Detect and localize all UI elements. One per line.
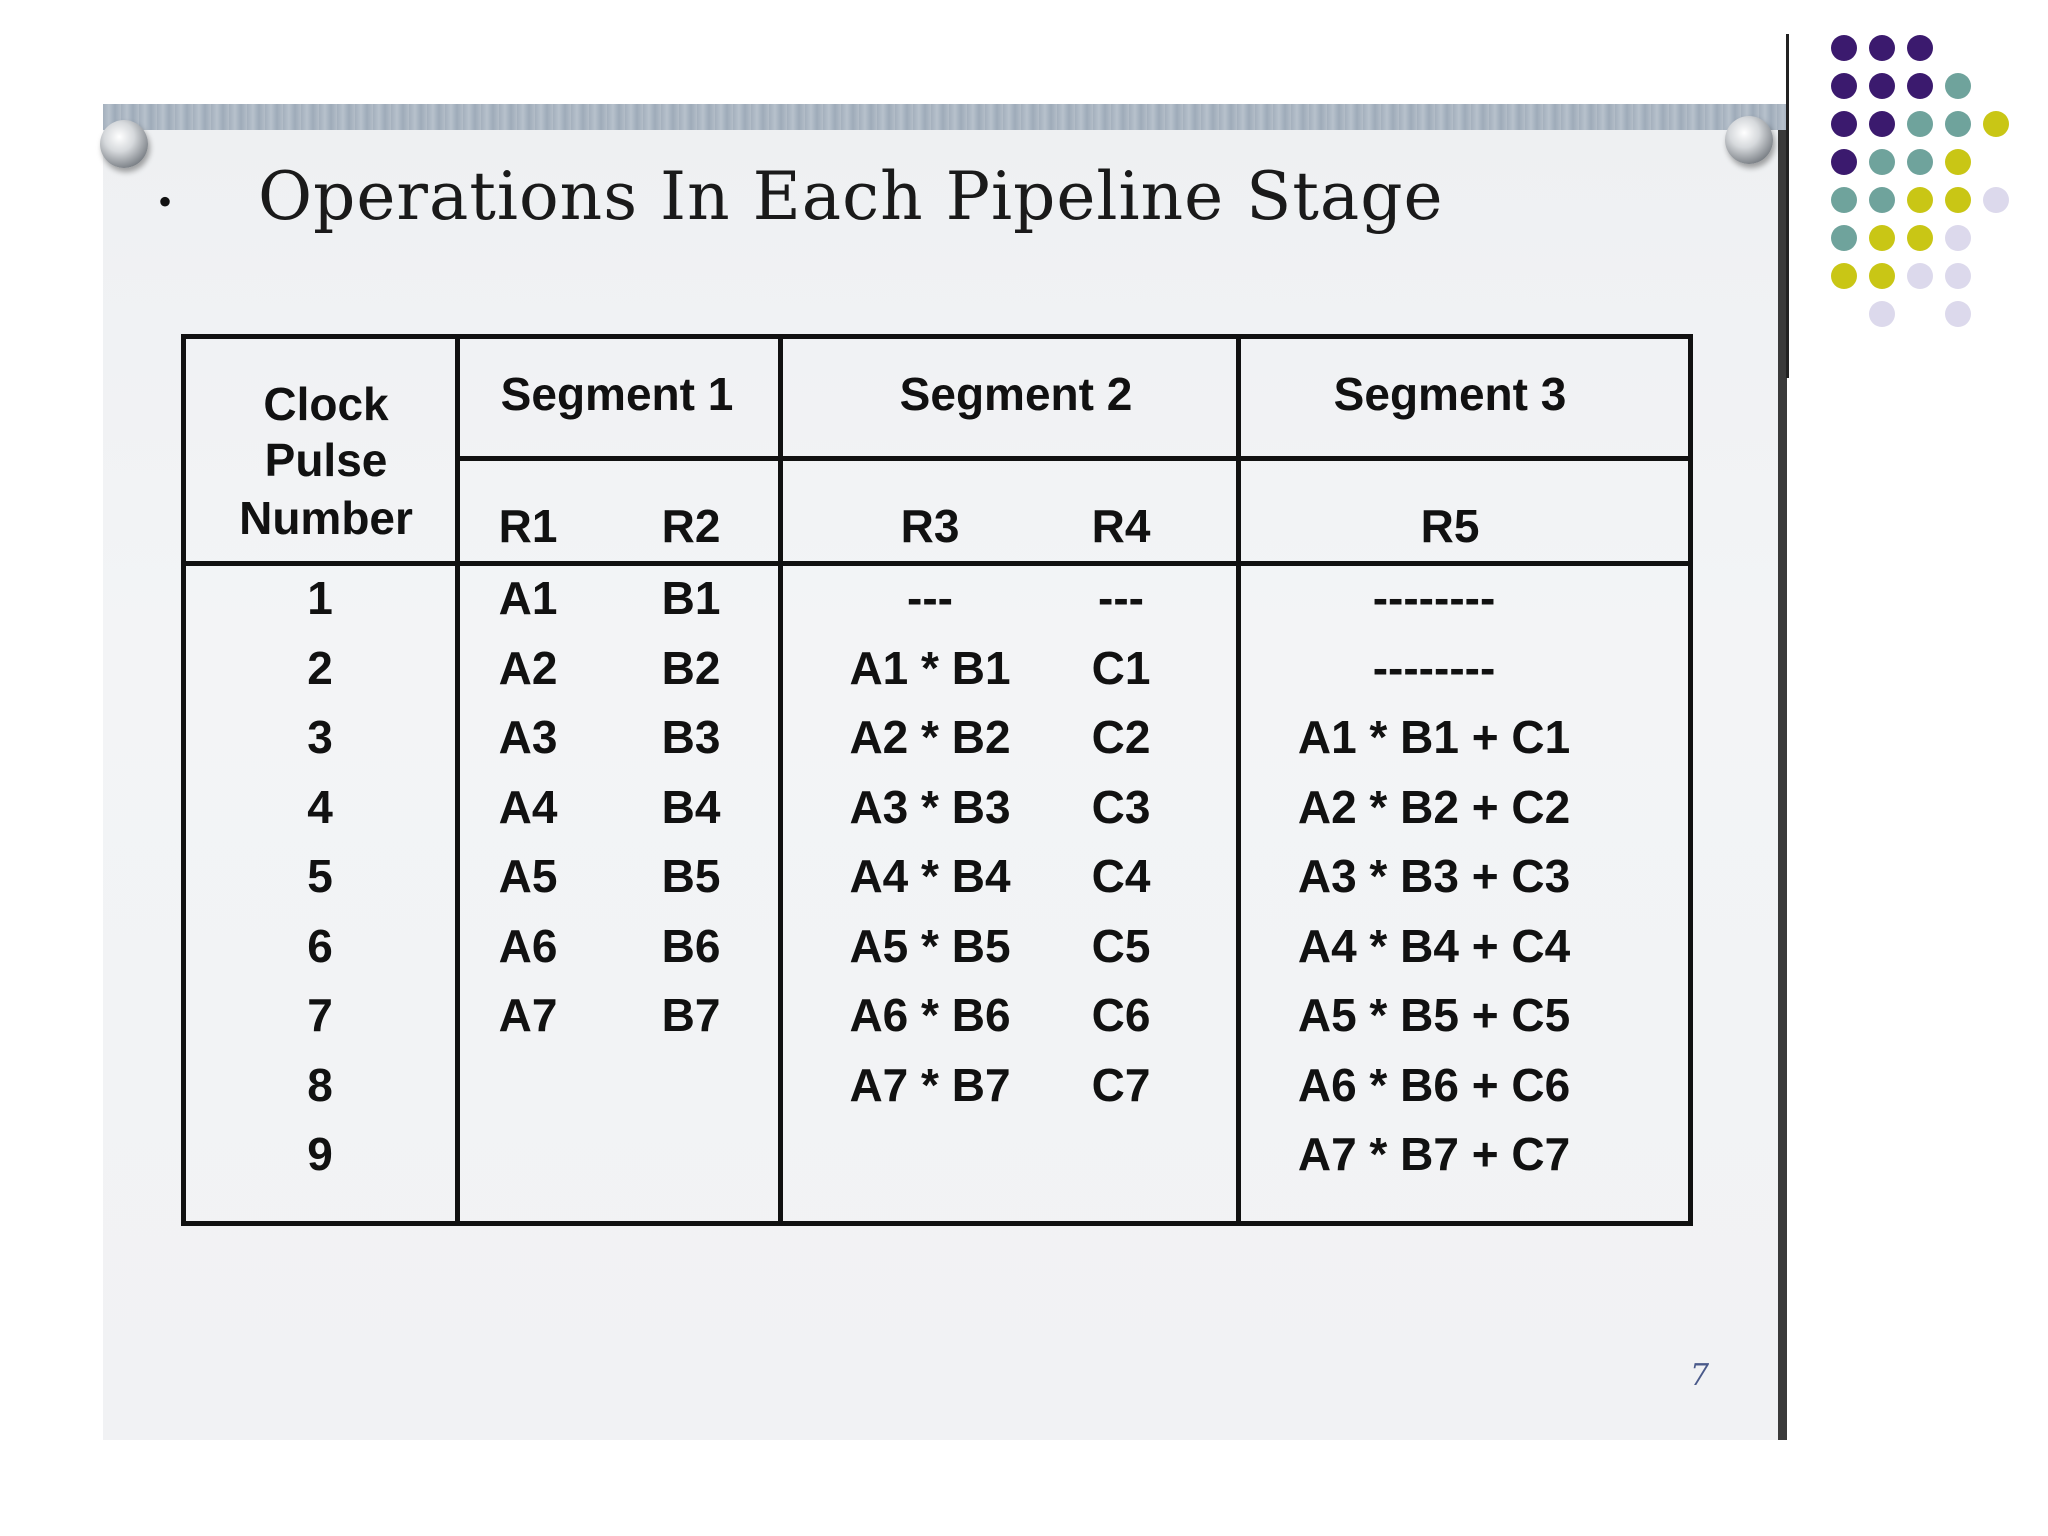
decorative-dot — [1945, 73, 1971, 99]
decorative-dot — [1907, 263, 1933, 289]
cell-r3: A2 * B2 — [849, 711, 1011, 763]
cell-r1: A7 — [498, 989, 558, 1041]
cell-r4: C5 — [1091, 919, 1151, 972]
cell-r2: B7 — [661, 989, 721, 1041]
header-clock-line3: Number — [239, 492, 413, 544]
cell-r5: A4 * B4 + C4 — [1297, 919, 1571, 972]
cell-clock: 2 — [307, 641, 333, 694]
cell-r5: A3 * B3 + C3 — [1297, 850, 1571, 902]
cell-r4: C3 — [1091, 780, 1151, 833]
cell-r3: --- — [907, 572, 953, 624]
header-segment-2: Segment 2 — [899, 368, 1133, 420]
cell-r1: A3 — [498, 711, 558, 763]
decorative-dot — [1945, 187, 1971, 213]
cell-r4: C1 — [1091, 641, 1151, 694]
cell-r5: A5 * B5 + C5 — [1297, 989, 1571, 1041]
cell-r2: B1 — [661, 572, 721, 624]
header-segment-3: Segment 3 — [1333, 368, 1567, 420]
decorative-dot — [1831, 35, 1857, 61]
decorative-dot — [1983, 111, 2009, 137]
cell-clock: 5 — [307, 850, 333, 902]
page-number: 7 — [1690, 1358, 1710, 1393]
decorative-dot — [1831, 149, 1857, 175]
decorative-dot — [1869, 111, 1895, 137]
cell-clock: 7 — [307, 989, 333, 1041]
cell-r1: A4 — [498, 780, 558, 833]
decorative-dot — [1831, 263, 1857, 289]
cell-r3: A5 * B5 — [849, 919, 1011, 972]
decorative-dot — [1907, 111, 1933, 137]
cell-r1: A1 — [498, 572, 558, 624]
decorative-dot — [1869, 263, 1895, 289]
cell-r1: A5 — [498, 850, 558, 902]
cell-r5: -------- — [1372, 572, 1496, 624]
cell-r1: A6 — [498, 919, 558, 972]
decorative-dot — [1869, 225, 1895, 251]
header-r4: R4 — [1091, 500, 1151, 552]
cell-r1: A2 — [498, 641, 558, 694]
cell-r5: A7 * B7 + C7 — [1297, 1128, 1571, 1180]
pipeline-table — [181, 334, 1693, 1226]
decorative-dot — [1945, 225, 1971, 251]
cell-r5: A6 * B6 + C6 — [1297, 1058, 1571, 1111]
slide-title: Operations In Each Pipeline Stage — [258, 158, 1444, 235]
decorative-dot — [1907, 35, 1933, 61]
table-divider — [455, 339, 460, 1221]
decorative-dot — [1869, 187, 1895, 213]
decorative-dot — [1869, 149, 1895, 175]
decorative-dot — [1869, 35, 1895, 61]
decorative-dot — [1869, 73, 1895, 99]
pushpin-icon — [1725, 116, 1773, 164]
pushpin-icon — [100, 120, 148, 168]
cell-clock: 4 — [307, 780, 333, 833]
decorative-dot — [1945, 149, 1971, 175]
cell-clock: 6 — [307, 919, 333, 972]
cell-r3: A1 * B1 — [849, 641, 1011, 694]
table-divider — [1236, 339, 1241, 1221]
decorative-dot — [1945, 111, 1971, 137]
cell-r2: B3 — [661, 711, 721, 763]
cell-clock: 9 — [307, 1128, 333, 1180]
cell-r4: --- — [1098, 572, 1144, 624]
cell-r2: B2 — [661, 641, 721, 694]
cell-clock: 3 — [307, 711, 333, 763]
header-clock-line2: Pulse — [264, 434, 388, 486]
cell-r3: A3 * B3 — [849, 780, 1011, 833]
decorative-dot — [1945, 263, 1971, 289]
cell-r4: C6 — [1091, 989, 1151, 1041]
decorative-dot — [1831, 225, 1857, 251]
cell-r2: B5 — [661, 850, 721, 902]
cell-r3: A4 * B4 — [849, 850, 1011, 902]
decorative-dot — [1869, 301, 1895, 327]
decorative-dot — [1907, 149, 1933, 175]
header-r2: R2 — [661, 500, 721, 552]
decorative-dot — [1831, 111, 1857, 137]
cell-r3: A7 * B7 — [849, 1058, 1011, 1111]
decorative-dot — [1907, 187, 1933, 213]
cell-r4: C4 — [1091, 850, 1151, 902]
decorative-dot — [1983, 187, 2009, 213]
cell-r3: A6 * B6 — [849, 989, 1011, 1041]
decorative-dot — [1831, 73, 1857, 99]
table-divider — [455, 456, 1688, 461]
header-segment-1: Segment 1 — [500, 368, 734, 420]
cell-r4: C2 — [1091, 711, 1151, 763]
cell-r5: -------- — [1372, 641, 1496, 694]
decorative-vertical-line — [1786, 34, 1789, 378]
cell-clock: 8 — [307, 1058, 333, 1111]
cell-r2: B4 — [661, 780, 721, 833]
cell-r5: A2 * B2 + C2 — [1297, 780, 1571, 833]
header-r1: R1 — [498, 500, 558, 552]
cell-r2: B6 — [661, 919, 721, 972]
header-r3: R3 — [900, 500, 960, 552]
table-divider — [186, 561, 1688, 566]
table-divider — [778, 339, 783, 1221]
bullet-marker: • — [158, 179, 173, 224]
cell-r4: C7 — [1091, 1058, 1151, 1111]
slide-top-border — [103, 104, 1787, 130]
decorative-dot — [1907, 73, 1933, 99]
decorative-dot — [1831, 187, 1857, 213]
cell-r5: A1 * B1 + C1 — [1297, 711, 1571, 763]
header-r5: R5 — [1420, 500, 1480, 552]
decorative-dot — [1945, 301, 1971, 327]
decorative-dot — [1907, 225, 1933, 251]
header-clock-line1: Clock — [263, 378, 389, 430]
cell-clock: 1 — [307, 572, 333, 624]
